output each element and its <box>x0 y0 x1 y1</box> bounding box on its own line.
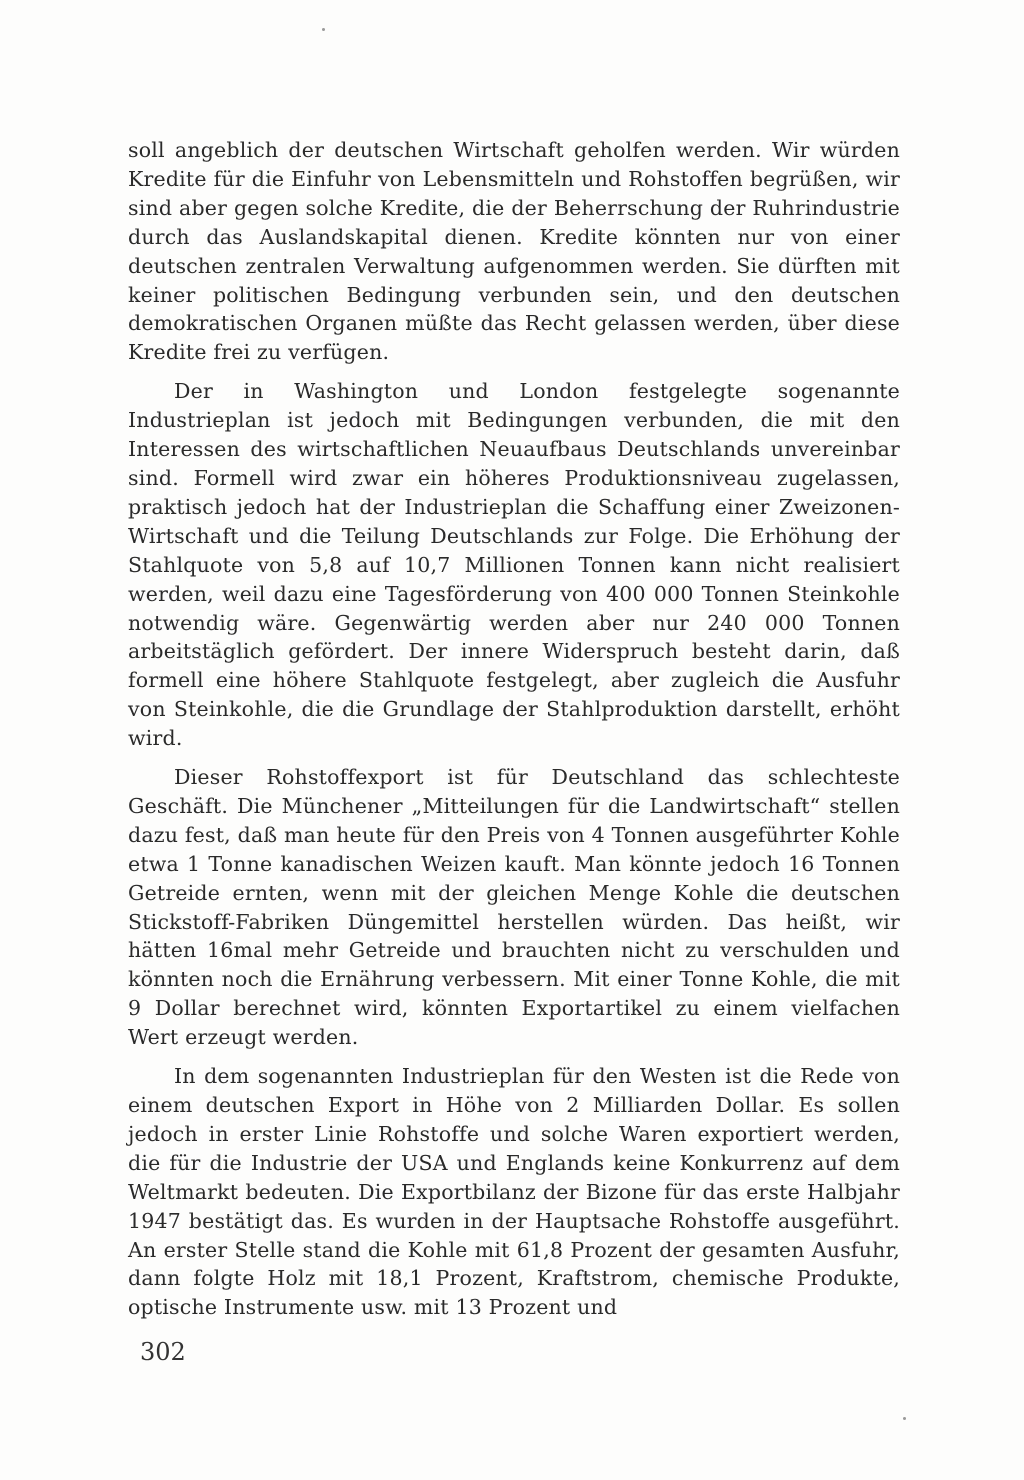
scan-speck-top <box>322 28 325 31</box>
page-number: 302 <box>140 1338 186 1366</box>
paragraph-3: Dieser Rohstoffexport ist für Deutschland das schlechteste Geschäft. Die Münchener „Mitteilungen für die Landwirtschaft“ stellen dazu fest, daß man heute für den Preis von 4 Tonnen ausgeführter Kohle etwa 1 Tonne kanadischen Weizen kauft. Man könnte jedoch 16 Tonnen Getreide ernten, wenn mit der gleichen Menge Kohle die deutschen Stickstoff-Fabriken Düngemittel herstellen würden. Das heißt, wir hätten 16mal mehr Getreide und brauchten nicht zu verschulden und könnten noch die Ernährung verbessern. Mit einer Tonne Kohle, die mit 9 Dollar berechnet wird, könnten Exportartikel zu einem vielfachen Wert erzeugt werden. <box>128 765 900 1050</box>
body-text <box>128 136 900 1332</box>
scan-speck-bottom <box>903 1417 906 1420</box>
paragraph-2: Der in Washington und London festgelegte sogenannte Industrieplan ist jedoch mit Bedingungen verbunden, die mit den Interessen des wirtschaftlichen Neuaufbaus Deutschlands unvereinbar sind. Formell wird zwar ein höheres Produktionsniveau zugelassen, praktisch jedoch hat der Industrieplan die Schaffung einer Zweizonen-Wirtschaft und die Teilung Deutschlands zur Folge. Die Erhöhung der Stahlquote von 5,8 auf 10,7 Millionen Tonnen kann nicht realisiert werden, weil dazu eine Tagesförderung von 400 000 Tonnen Steinkohle notwendig wäre. Gegenwärtig werden aber nur 240 000 Tonnen arbeitstäglich gefördert. Der innere Widerspruch besteht darin, daß formell eine höhere Stahlquote festgelegt, aber zugleich die Ausfuhr von Steinkohle, die die Grundlage der Stahlproduktion darstellt, erhöht wird. <box>128 379 900 751</box>
paragraph-1: soll angeblich der deutschen Wirtschaft geholfen werden. Wir würden Kredite für die Einfuhr von Lebensmitteln und Rohstoffen begrüßen, wir sind aber gegen solche Kredite, die der Beherrschung der Ruhrindustrie durch das Auslandskapital dienen. Kredite könnten nur von einer deutschen zentralen Verwaltung aufgenommen werden. Sie dürften mit keiner politischen Bedingung verbunden sein, und den deutschen demokratischen Organen müßte das Recht gelassen werden, über diese Kredite frei zu verfügen. <box>128 138 900 365</box>
paragraph-4: In dem sogenannten Industrieplan für den Westen ist die Rede von einem deutschen Export in Höhe von 2 Milliarden Dollar. Es sollen jedoch in erster Linie Rohstoffe und solche Waren exportiert werden, die für die Industrie der USA und Englands keine Konkurrenz auf dem Weltmarkt bedeuten. Die Exportbilanz der Bizone für das erste Halbjahr 1947 bestätigt das. Es wurden in der Hauptsache Rohstoffe ausgeführt. An erster Stelle stand die Kohle mit 61,8 Prozent der gesamten Ausfuhr, dann folgte Holz mit 18,1 Prozent, Kraftstrom, chemische Produkte, optische Instrumente usw. mit 13 Prozent und <box>128 1064 900 1320</box>
